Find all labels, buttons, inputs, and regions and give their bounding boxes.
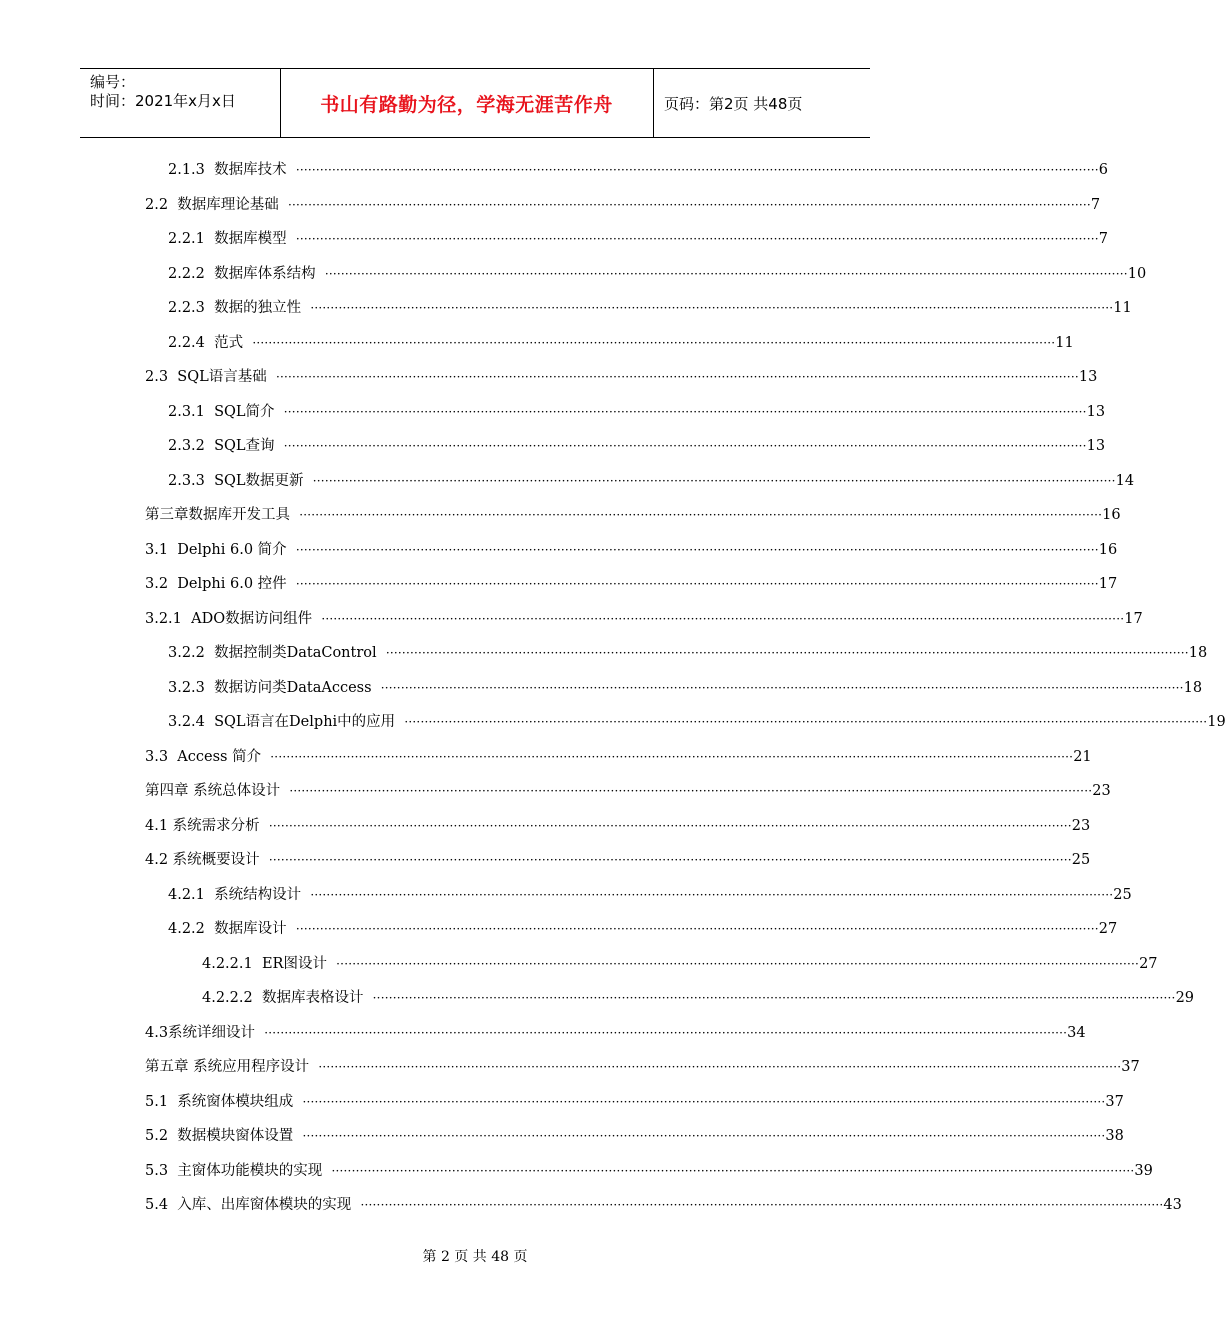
toc-dot-leader: ········································································································································································································ xyxy=(289,784,1093,798)
toc-dot-leader: ········································································································································································································ xyxy=(321,612,1125,626)
motto-text: 书山有路勤为径，学海无涯苦作舟 xyxy=(320,93,613,116)
toc-entry-page: 38 xyxy=(1105,1128,1124,1144)
toc-entry xyxy=(168,298,1132,318)
toc-entry-page: 18 xyxy=(1188,645,1208,661)
toc-dot-leader: ········································································································································································································ xyxy=(295,543,1099,557)
toc-entry xyxy=(145,1195,1182,1215)
toc-entry-label: 4.2 系统概要设计 xyxy=(145,852,269,868)
toc-entry xyxy=(168,333,1074,353)
toc-dot-leader: ········································································································································································································ xyxy=(302,1095,1106,1109)
toc-dot-leader: ········································································································································································································ xyxy=(372,991,1176,1005)
toc-entry-page: 13 xyxy=(1078,369,1098,385)
toc-entry xyxy=(202,988,1195,1008)
toc-dot-leader: ········································································································································································································ xyxy=(404,715,1208,729)
toc-entry-page: 11 xyxy=(1055,335,1074,351)
toc-entry xyxy=(168,160,1108,180)
toc-entry xyxy=(168,919,1118,939)
toc-entry-label: 2.2 数据库理论基础 xyxy=(145,197,288,213)
toc-entry-page: 21 xyxy=(1073,749,1092,765)
toc-entry xyxy=(145,367,1098,387)
toc-dot-leader: ········································································································································································································ xyxy=(385,646,1189,660)
toc-entry-label: 2.1.3 数据库技术 xyxy=(168,162,296,178)
toc-entry xyxy=(145,1057,1140,1077)
toc-entry xyxy=(145,609,1143,629)
toc-dot-leader: ········································································································································································································ xyxy=(275,370,1079,384)
toc-entry-label: 3.2 Delphi 6.0 控件 xyxy=(145,576,296,592)
toc-dot-leader: ········································································································································································································ xyxy=(295,163,1099,177)
toc-entry-page: 7 xyxy=(1090,197,1101,213)
toc-dot-leader: ········································································································································································································ xyxy=(310,301,1114,315)
toc-entry-label: 3.2.4 SQL语言在Delphi中的应用 xyxy=(168,714,405,730)
toc-dot-leader: ········································································································································································································ xyxy=(283,439,1087,453)
toc-entry-label: 第三章数据库开发工具 xyxy=(145,507,300,523)
toc-entry-page: 37 xyxy=(1105,1094,1124,1110)
toc-entry xyxy=(145,816,1091,836)
toc-dot-leader: ········································································································································································································ xyxy=(331,1164,1135,1178)
toc-entry-label: 3.3 Access 简介 xyxy=(145,749,271,765)
toc-entry-label: 2.3.2 SQL查询 xyxy=(168,438,284,454)
toc-entry-label: 4.3系统详细设计 xyxy=(145,1025,265,1041)
toc-entry-label: 5.4 入库、出库窗体模块的实现 xyxy=(145,1197,361,1213)
toc-entry-page: 16 xyxy=(1098,542,1118,558)
toc-dot-leader: ········································································································································································································ xyxy=(318,1060,1122,1074)
toc-entry-page: 34 xyxy=(1067,1025,1086,1041)
toc-entry xyxy=(168,402,1106,422)
toc-entry xyxy=(168,471,1135,491)
header-motto-cell xyxy=(280,69,654,137)
toc-entry-page: 37 xyxy=(1121,1059,1140,1075)
toc-entry-label: 4.1 系统需求分析 xyxy=(145,818,269,834)
toc-entry-label: 2.2.4 范式 xyxy=(168,335,253,351)
toc-entry-page: 27 xyxy=(1139,956,1158,972)
toc-entry xyxy=(145,850,1091,870)
toc-dot-leader: ········································································································································································································ xyxy=(299,508,1103,522)
toc-entry-label: 3.1 Delphi 6.0 简介 xyxy=(145,542,296,558)
serial-number-label: 编号： xyxy=(90,73,136,91)
toc-entry-label: 第五章 系统应用程序设计 xyxy=(145,1059,319,1075)
toc-entry-label: 2.2.2 数据库体系结构 xyxy=(168,266,325,282)
toc-entry-label: 4.2.2.1 ER图设计 xyxy=(202,956,337,972)
toc-entry-page: 10 xyxy=(1127,266,1147,282)
time-label: 时间：2021年x月x日 xyxy=(90,92,236,110)
toc-entry-page: 16 xyxy=(1102,507,1121,523)
toc-entry-label: 3.2.1 ADO数据访问组件 xyxy=(145,611,322,627)
toc-dot-leader: ········································································································································································································ xyxy=(295,922,1099,936)
toc-entry xyxy=(145,1126,1124,1146)
toc-entry-label: 2.3.1 SQL简介 xyxy=(168,404,284,420)
toc-entry xyxy=(145,505,1121,525)
toc-entry xyxy=(202,954,1158,974)
toc-entry-page: 13 xyxy=(1086,404,1106,420)
toc-dot-leader: ········································································································································································································ xyxy=(268,819,1072,833)
toc-entry xyxy=(145,540,1118,560)
toc-dot-leader: ········································································································································································································ xyxy=(295,577,1099,591)
toc-entry-label: 4.2.2.2 数据库表格设计 xyxy=(202,990,373,1006)
toc-entry xyxy=(168,229,1108,249)
toc-entry-label: 2.2.1 数据库模型 xyxy=(168,231,296,247)
toc-entry xyxy=(145,747,1092,767)
toc-dot-leader: ········································································································································································································ xyxy=(380,681,1184,695)
toc-dot-leader: ········································································································································································································ xyxy=(336,957,1140,971)
header-meta-cell xyxy=(80,69,281,137)
toc-entry xyxy=(168,436,1106,456)
toc-entry-page: 25 xyxy=(1113,887,1132,903)
toc-entry-page: 6 xyxy=(1098,162,1108,178)
toc-entry-page: 17 xyxy=(1124,611,1143,627)
toc-entry xyxy=(168,712,1226,732)
toc-entry-page: 11 xyxy=(1113,300,1132,316)
toc-dot-leader: ········································································································································································································ xyxy=(302,1129,1106,1143)
toc-entry xyxy=(168,678,1203,698)
toc-entry-label: 3.2.2 数据控制类DataControl xyxy=(168,645,386,661)
toc-entry-page: 25 xyxy=(1071,852,1091,868)
toc-dot-leader: ········································································································································································································ xyxy=(252,336,1056,350)
toc-dot-leader: ········································································································································································································ xyxy=(310,888,1114,902)
toc-dot-leader: ········································································································································································································ xyxy=(268,853,1072,867)
toc-entry xyxy=(145,195,1101,215)
toc-dot-leader: ········································································································································································································ xyxy=(270,750,1074,764)
toc-entry xyxy=(168,885,1132,905)
toc-entry-page: 19 xyxy=(1207,714,1226,730)
toc-dot-leader: ········································································································································································································ xyxy=(324,267,1128,281)
toc-entry xyxy=(145,1092,1124,1112)
toc-entry-page: 39 xyxy=(1134,1163,1153,1179)
toc-entry xyxy=(145,574,1118,594)
toc-entry-label: 2.3.3 SQL数据更新 xyxy=(168,473,313,489)
toc-entry-label: 5.3 主窗体功能模块的实现 xyxy=(145,1163,332,1179)
toc-entry-page: 23 xyxy=(1071,818,1091,834)
toc-dot-leader: ········································································································································································································ xyxy=(288,198,1091,212)
toc-entry-page: 7 xyxy=(1098,231,1108,247)
toc-entry xyxy=(145,1023,1086,1043)
toc-entry-label: 2.3 SQL语言基础 xyxy=(145,369,276,385)
toc-entry xyxy=(145,781,1111,801)
header-page-cell xyxy=(654,69,870,137)
page-footer: 第 2 页 共 48 页 xyxy=(422,1249,528,1265)
toc-entry-label: 2.2.3 数据的独立性 xyxy=(168,300,311,316)
toc-entry-page: 27 xyxy=(1098,921,1118,937)
header-page-info: 页码：第2页 共48页 xyxy=(664,94,803,113)
toc-entry-page: 23 xyxy=(1092,783,1111,799)
toc-entry-page: 43 xyxy=(1163,1197,1182,1213)
toc-entry-label: 5.2 数据模块窗体设置 xyxy=(145,1128,303,1144)
toc-entry-label: 4.2.2 数据库设计 xyxy=(168,921,296,937)
toc-entry-page: 17 xyxy=(1098,576,1118,592)
toc-dot-leader: ········································································································································································································ xyxy=(264,1026,1068,1040)
toc-entry xyxy=(168,643,1208,663)
toc-dot-leader: ········································································································································································································ xyxy=(360,1198,1164,1212)
toc-dot-leader: ········································································································································································································ xyxy=(295,232,1099,246)
toc-entry xyxy=(145,1161,1153,1181)
toc-dot-leader: ········································································································································································································ xyxy=(283,405,1087,419)
toc-entry-label: 4.2.1 系统结构设计 xyxy=(168,887,311,903)
page-header xyxy=(80,68,870,138)
toc-entry-label: 第四章 系统总体设计 xyxy=(145,783,290,799)
toc-entry-page: 29 xyxy=(1175,990,1195,1006)
toc-dot-leader: ········································································································································································································ xyxy=(312,474,1116,488)
toc-entry-page: 18 xyxy=(1183,680,1203,696)
toc-entry-page: 13 xyxy=(1086,438,1106,454)
toc-entry xyxy=(168,264,1147,284)
toc-entry-label: 3.2.3 数据访问类DataAccess xyxy=(168,680,381,696)
toc-entry-page: 14 xyxy=(1115,473,1135,489)
toc-entry-label: 5.1 系统窗体模块组成 xyxy=(145,1094,303,1110)
